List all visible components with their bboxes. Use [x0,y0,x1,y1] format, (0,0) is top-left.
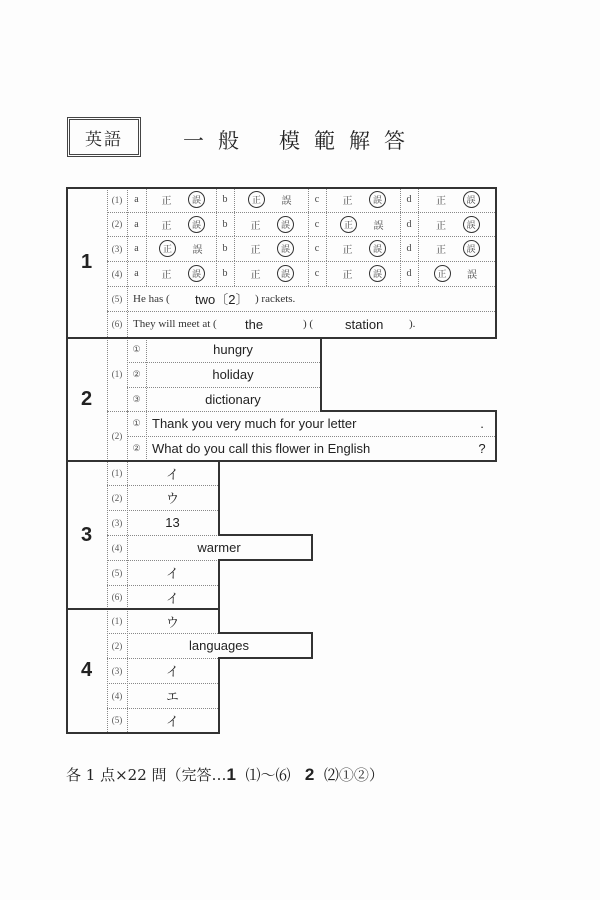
sentence-text: ) ( [303,318,314,330]
border-line [66,187,497,189]
item-letter: d [406,268,412,279]
border-line [66,732,220,734]
border-line [495,410,497,462]
item-letter: d [406,243,412,254]
choice-label: 誤 [192,245,203,256]
column-divider [107,609,108,732]
column-divider [418,212,419,236]
border-line [311,534,313,561]
subject-label: 英語 [67,117,141,157]
column-divider [308,212,309,236]
circled-answer: 誤 [369,265,386,282]
sentence-end-mark: . [480,416,484,431]
sub-question-mark: ① [132,344,141,354]
question-number: (1) [111,194,123,205]
border-line [320,410,497,412]
answer-text: イ [165,466,179,482]
choice-label: 正 [436,245,446,256]
title-part2: 模範解答 [279,129,419,153]
item-letter: c [314,243,320,254]
circled-answer: 誤 [463,216,480,233]
true-false-choice [418,236,495,261]
scoring-text: 各 1 点×22 問（完答… [66,766,227,784]
column-divider [308,236,309,261]
item-letter: a [134,194,139,205]
choice-label: 正 [250,270,261,281]
item-letter: a [134,243,139,254]
circled-answer: 誤 [188,191,205,208]
column-divider [308,261,309,286]
question-number: (3) [111,517,123,528]
column-divider [146,261,147,286]
column-divider [326,187,327,212]
answer-text: イ [165,713,179,729]
item-letter: b [222,218,228,230]
border-line [218,657,220,734]
circled-answer: 誤 [369,191,386,208]
question-number: (5) [111,715,123,725]
answer-text: hungry [213,342,253,357]
answer-text: dictionary [205,391,261,407]
question-number: (3) [111,243,123,254]
column-divider [418,187,419,212]
answer-text: 13 [165,515,180,530]
question-number: (2) [111,431,123,441]
true-false-choice [234,212,308,236]
circled-answer: 正 [434,265,451,282]
circled-answer: 誤 [463,240,480,257]
border-line [218,534,313,536]
item-letter: c [314,268,320,279]
border-line [218,608,220,634]
circled-answer: 誤 [188,265,205,282]
column-divider [127,187,128,337]
row-divider [107,411,127,412]
column-divider [216,187,217,212]
question-number: (1) [111,369,123,379]
true-false-choice [326,212,400,236]
circled-answer: 誤 [188,216,205,233]
question-number: (2) [111,219,123,229]
border-line [218,460,220,535]
title-part1: 一般 [183,129,253,153]
true-false-choice [326,236,400,261]
column-divider [146,212,147,236]
border-line [495,187,497,337]
true-false-choice [146,187,218,212]
column-divider [107,337,108,461]
answer-text: station [345,316,384,332]
sentence-text: They will meet at ( [133,318,217,330]
border-line [218,559,313,561]
answer-text: イ [165,566,179,581]
choice-label: 誤 [281,196,292,207]
scoring-range-2: ⑵①②） [314,766,384,784]
border-line [218,559,220,610]
question-number: (3) [111,665,123,676]
choice-label: 正 [436,196,446,207]
answer-text: エ [165,689,179,704]
answer-text: holiday [212,367,254,382]
answer-text: two〔2〕 [195,292,249,307]
circled-answer: 正 [159,240,176,257]
item-letter: c [314,218,320,230]
section-number: 3 [80,523,93,546]
question-number: (5) [111,293,123,304]
circled-answer: 正 [248,191,265,208]
section-number: 1 [80,250,93,273]
true-false-choice [146,261,218,286]
sentence-text: ) rackets. [255,292,296,305]
column-divider [216,261,217,286]
circled-answer: 正 [340,216,357,233]
question-number: (4) [111,690,123,701]
border-line [66,608,220,610]
item-letter: b [222,194,228,205]
true-false-choice [146,212,218,236]
true-false-choice [234,187,308,212]
column-divider [400,261,401,286]
border-line [218,657,313,659]
border-line [320,337,322,411]
column-divider [216,212,217,236]
question-number: (4) [111,542,123,553]
fill-in-sentence [127,311,495,337]
item-letter: b [222,243,228,254]
column-divider [234,187,235,212]
question-number: (2) [111,640,123,651]
scoring-note [66,764,384,785]
question-number: (6) [111,319,123,329]
question-number: (6) [111,592,123,602]
sentence-text: ). [409,318,416,330]
item-letter: a [134,268,139,279]
question-number: (1) [111,468,123,478]
sub-question-mark: ② [132,443,141,453]
column-divider [216,236,217,261]
border-line [66,337,497,339]
column-divider [400,236,401,261]
choice-label: 誤 [467,270,477,281]
column-divider [234,261,235,286]
border-line [218,632,313,634]
sentence-end-mark: ? [478,441,486,456]
column-divider [326,261,327,286]
column-divider [326,212,327,236]
column-divider [146,337,147,461]
question-number: (1) [111,616,123,626]
choice-label: 正 [250,220,261,232]
circled-answer: 誤 [277,240,294,257]
sub-question-mark: ① [132,418,141,428]
column-divider [127,337,128,461]
question-number: (2) [111,492,123,503]
circled-answer: 誤 [277,265,294,282]
answer-text: Thank you very much for your letter [152,416,357,431]
scoring-section-2: 2 [304,765,315,784]
sentence-text: He has ( [133,292,170,305]
item-letter: d [406,218,412,230]
choice-label: 正 [161,196,172,207]
column-divider [308,187,309,212]
item-letter: d [406,194,412,205]
column-divider [400,187,401,212]
answer-text: ウ [165,614,179,630]
column-divider [418,261,419,286]
true-false-choice [418,212,495,236]
sub-question-mark: ③ [132,393,141,404]
answer-text: What do you call this flower in English [152,441,371,456]
answer-text: イ [165,590,179,606]
true-false-choice [326,261,400,286]
choice-label: 正 [342,270,353,281]
column-divider [127,609,128,732]
section-number: 4 [80,659,93,681]
answer-text: warmer [197,540,241,555]
answer-text: the [245,316,264,332]
choice-label: 正 [436,220,446,232]
section-number: 2 [80,387,93,410]
true-false-choice [418,261,495,286]
choice-label: 正 [342,245,353,256]
column-divider [418,236,419,261]
border-line [311,632,313,659]
circled-answer: 誤 [463,191,480,208]
true-false-choice [326,187,400,212]
scoring-range-1: ⑴〜⑹ [235,766,305,784]
column-divider [146,236,147,261]
choice-label: 正 [250,245,261,256]
page-title [183,125,419,155]
column-divider [234,212,235,236]
true-false-choice [146,236,218,261]
column-divider [326,236,327,261]
answer-text: languages [189,638,249,653]
choice-label: 誤 [373,220,384,232]
true-false-choice [234,236,308,261]
answer-text: イ [165,664,179,679]
choice-label: 正 [342,196,353,207]
circled-answer: 誤 [369,240,386,257]
item-letter: c [314,194,320,205]
item-letter: b [222,268,228,279]
question-number: (5) [111,567,123,578]
choice-label: 正 [161,270,172,281]
answer-text: ウ [165,491,179,506]
choice-label: 正 [161,220,172,232]
fill-in-sentence [127,286,495,311]
column-divider [107,461,108,609]
sub-question-mark: ② [132,369,141,379]
true-false-choice [418,187,495,212]
column-divider [127,461,128,609]
column-divider [400,212,401,236]
column-divider [234,236,235,261]
column-divider [107,187,108,337]
circled-answer: 誤 [277,216,294,233]
scoring-section-1: 1 [226,765,236,784]
column-divider [146,187,147,212]
border-line [66,460,497,462]
true-false-choice [234,261,308,286]
item-letter: a [134,218,139,230]
question-number: (4) [111,268,123,279]
